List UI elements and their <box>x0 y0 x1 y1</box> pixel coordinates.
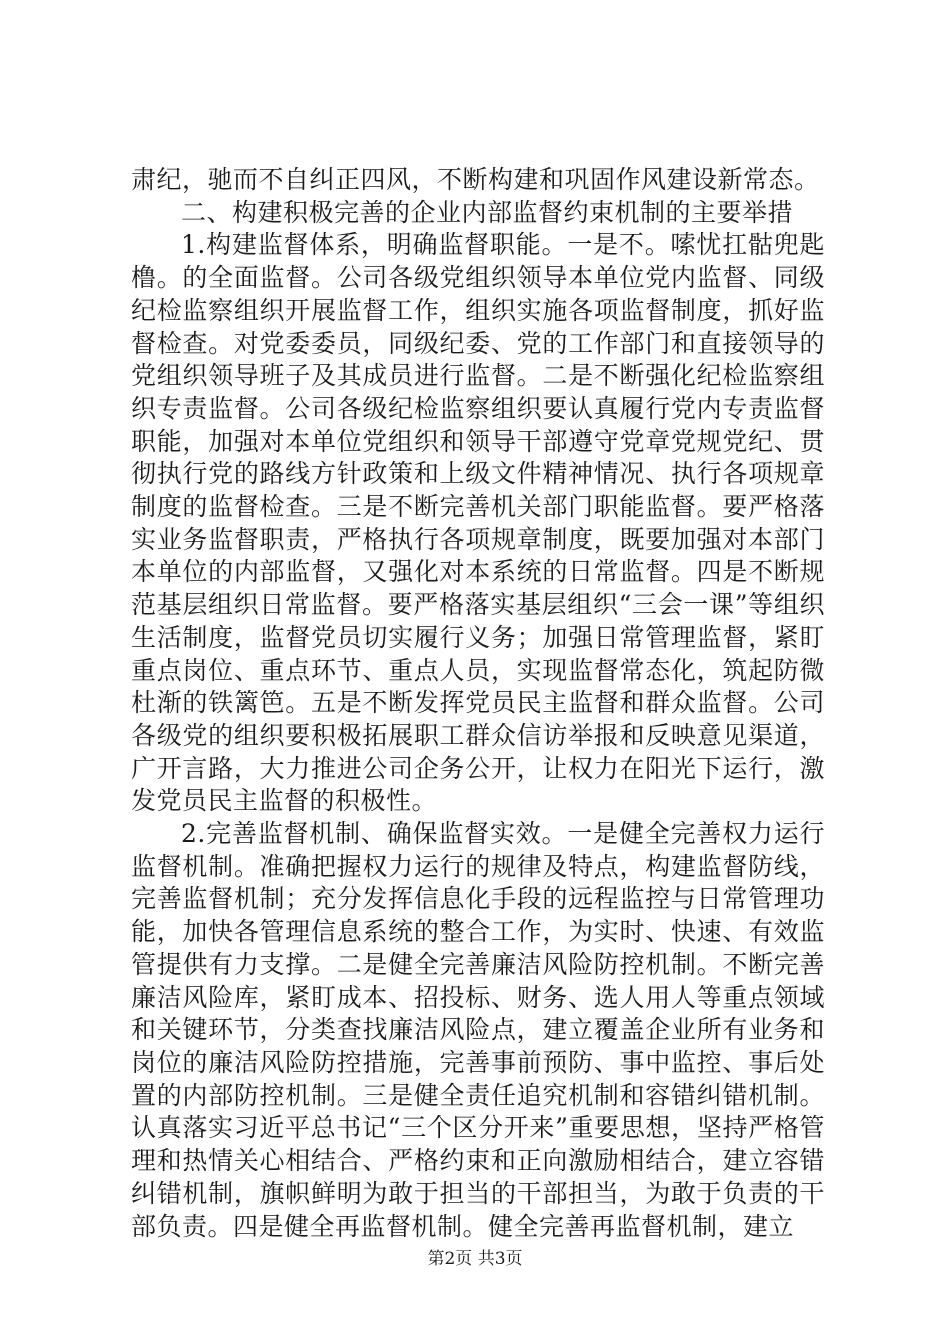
document-body <box>131 164 825 1243</box>
paragraph-continuation: 肃纪，驰而不自纠正四风，不断构建和巩固作风建设新常态。 <box>131 165 820 194</box>
paragraph-supervision-mechanism: 2.完善监督机制、确保监督实效。一是健全完善权力运行监督机制。准确把握权力运行的规律及特点，构建监督防线，完善监督机制；充分发挥信息化手段的远程监控与日常管理功能，加快各管理信息系统的整合工作，为实时、快速、有效监管提供有力支撑。二是健全完善廉洁风险防控机制。不断完善廉洁风险库，紧盯成本、招投标、财务、选人用人等重点领域和关键环节，分类查找廉洁风险点，建立覆盖企业所有业务和岗位的廉洁风险防控措施，完善事前预防、事中监控、事后处置的内部防控机制。三是健全责任追究机制和容错纠错机制。认真落实习近平总书记“三个区分开来”重要思想，坚持严格管理和热情关心相结合、严格约束和正向激励相结合，建立容错纠错机制，旗帜鲜明为敢于担当的干部担当，为敢于负责的干部负责。四是健全再监督机制。健全完善再监督机制，建立 <box>131 819 825 1241</box>
section-heading: 二、构建积极完善的企业内部监督约束机制的主要举措 <box>181 197 794 227</box>
page-footer: 第2页 共3页 <box>427 1249 523 1269</box>
paragraph-supervision-system: 1.构建监督体系，明确监督职能。一是不。嗦忧扛骷兜匙橹。的全面监督。公司各级党组织领导本单位党内监督、同级纪检监察组织开展监督工作，组织实施各项监督制度，抓好监督检查。对党委委员，同级纪委、党的工作部门和直接领导的党组织领导班子及其成员进行监督。二是不断强化纪检监察组织专责监督。公司各级纪检监察组织要认真履行党内专责监督职能，加强对本单位党组织和领导干部遵守党章党规党纪、贯彻执行党的路线方针政策和上级文件精神情况、执行各项规章制度的监督检查。三是不断完善机关部门职能监督。要严格落实业务监督职责，严格执行各项规章制度，既要加强对本部门本单位的内部监督，又强化对本系统的日常监督。四是不断规范基层组织日常监督。要严格落实基层组织“三会一课”等组织生活制度，监督党员切实履行义务；加强日常管理监督，紧盯重点岗位、重点环节、重点人员，实现监督常态化，筑起防微杜渐的铁篱笆。五是不断发挥党员民主监督和群众监督。公司各级党的组织要积极拓展职工群众信访举报和反映意见渠道，广开言路，大力推进公司企务公开，让权力在阳光下运行，激发党员民主监督的积极性。 <box>131 230 825 816</box>
